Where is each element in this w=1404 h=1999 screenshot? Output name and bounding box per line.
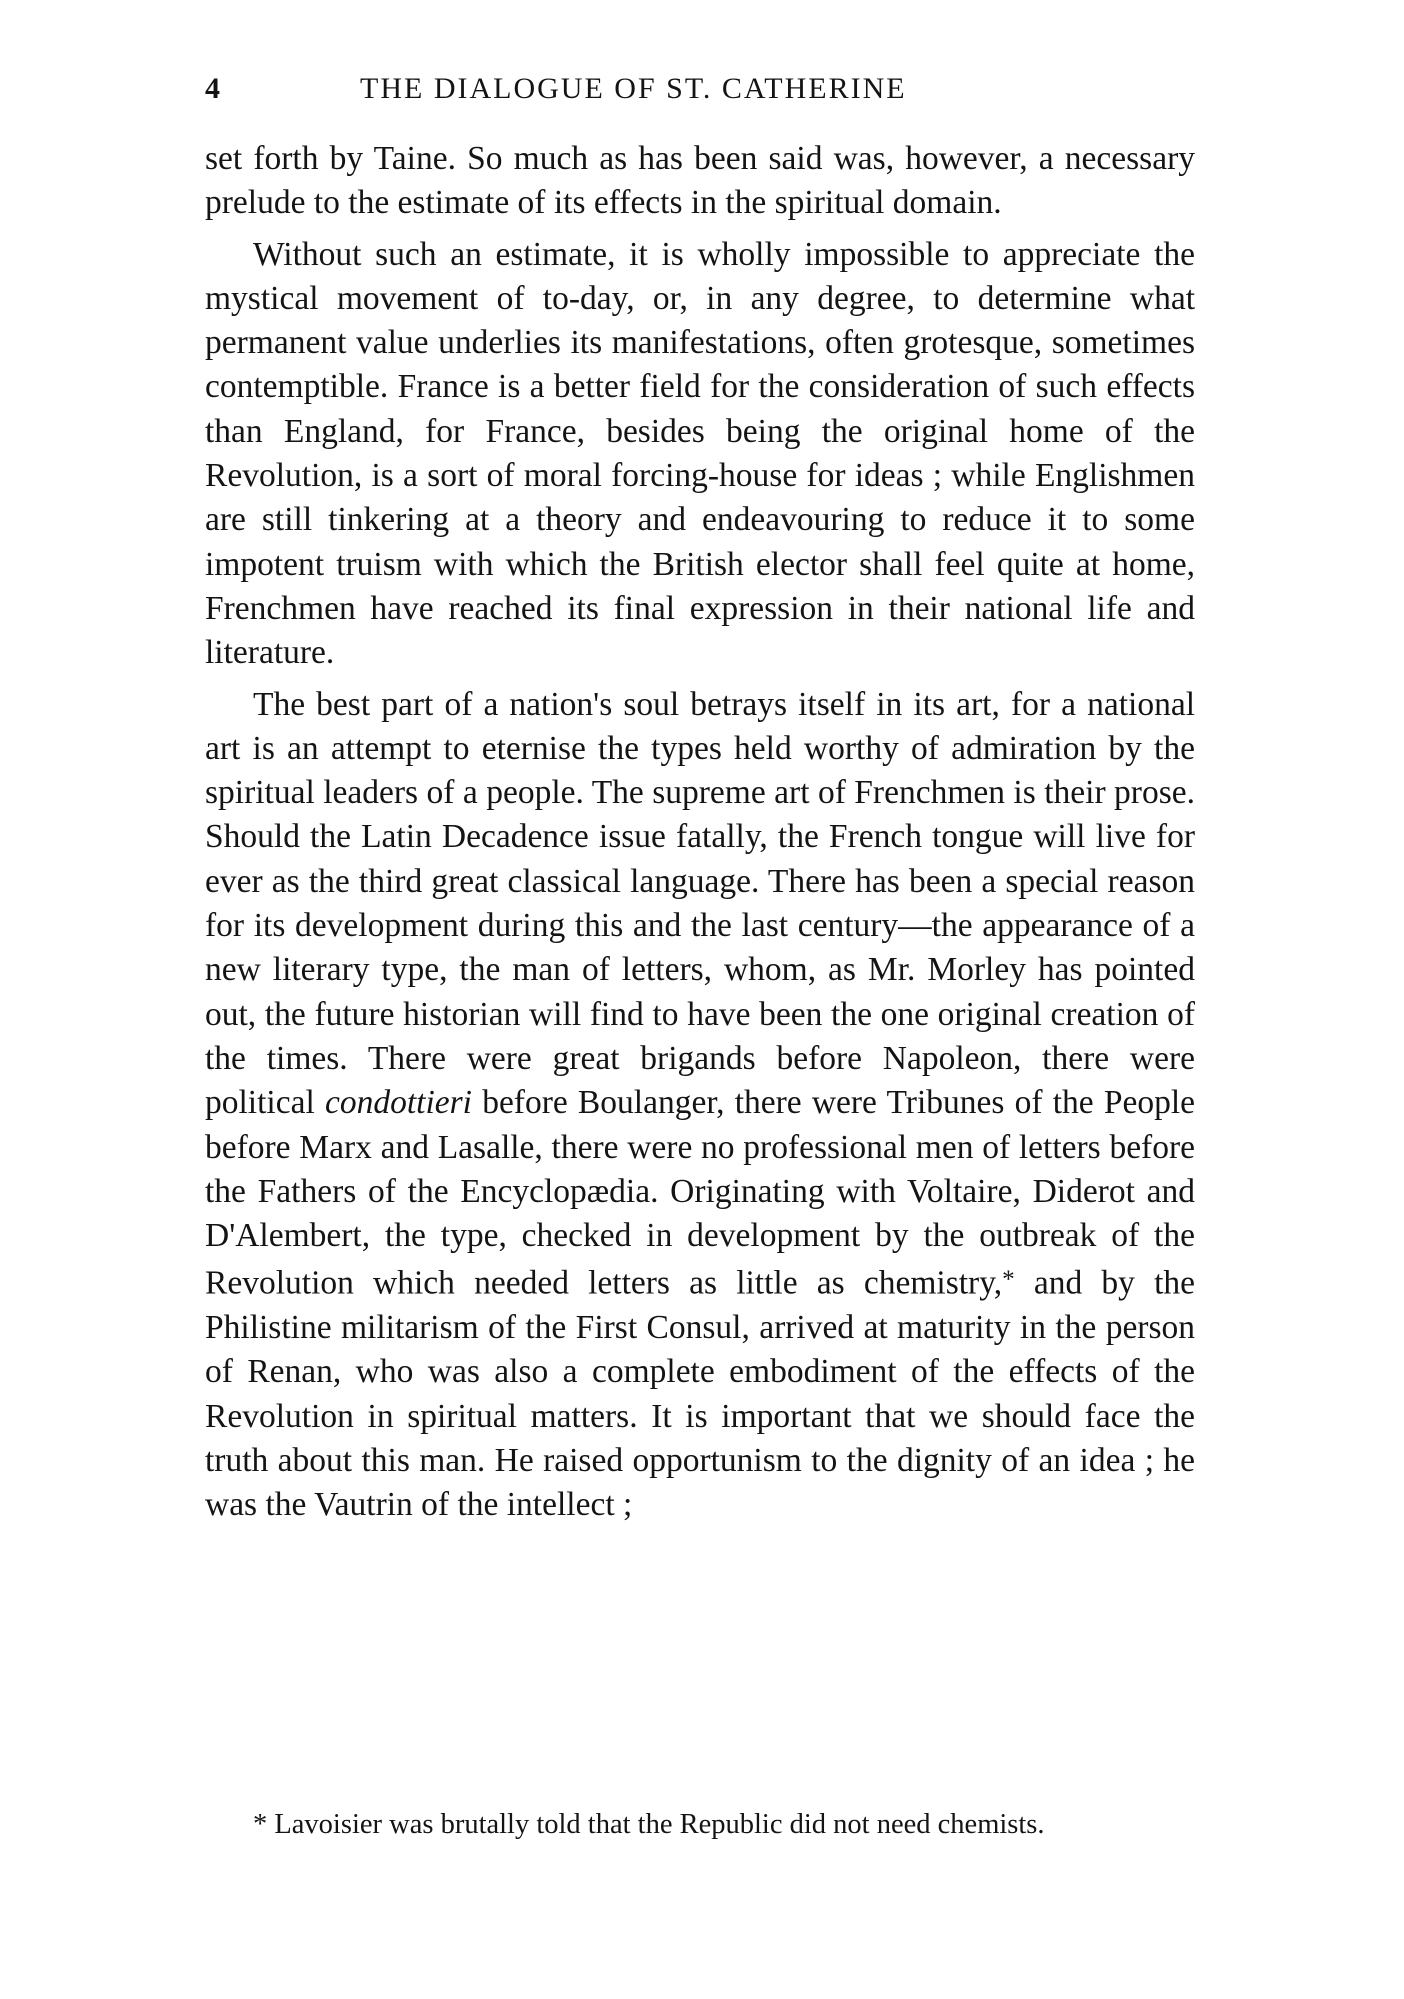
italic-term: condottieri: [324, 1084, 472, 1122]
paragraph-3-part-c: and by the Philistine militarism of the First Consul, arrived at maturity in the person of Renan, who was also a complete embodiment of the effects of the Revolution in spiritual matters. It is important that we should face the truth about this man. He raised opportunism to the dignity of an idea ; he was the Vautrin of the intellect ;: [205, 1264, 1196, 1524]
paragraph-2: Without such an estimate, it is wholly impossible to appreciate the mystical movement of to-day, or, in any degree, to determine what permanent value underlies its manifestations, often grotesque, sometimes contemptible. France is a better field for the consideration of such effects than England, for France, besides being the original home of the Revolution, is a sort of moral forcing-house for ideas ; while Englishmen are still tinkering at a theory and endeavouring to reduce it to some impotent truism with which the British elector shall feel quite at home, Frenchmen have reached its final expression in their national life and literature.: [205, 235, 1195, 672]
running-title: THE DIALOGUE OF ST. CATHERINE: [360, 72, 907, 105]
footnote-text-block: [205, 1806, 1195, 1844]
body-text: [205, 137, 1195, 1527]
running-head: [205, 72, 1195, 112]
paragraph-3: [205, 683, 1195, 1528]
footnote-reference: *: [1002, 1266, 1015, 1294]
footnote: [205, 1806, 1195, 1844]
footnote-marker: *: [253, 1809, 268, 1840]
paragraph-3-part-b: before Boulanger, there were Tribunes of the People before Marx and Lasalle, there were no professional men of letters before the Fathers of the Encyclopædia. Originating with Voltaire, Diderot and D'Alembert, the type, checked in development by the outbreak of the Revolution which needed letters as little as chemistry,: [205, 1084, 1196, 1302]
paragraph-3-part-a: The best part of a nation's soul betrays itself in its art, for a national art is an attempt to eternise the types held worthy of admiration by the spiritual leaders of a people. The supreme art of Frenchmen is their prose. Should the Latin Decadence issue fatally, the French tongue will live for ever as the third great classical language. There has been a special reason for its development during this and the last century—the appearance of a new literary type, the man of letters, whom, as Mr. Morley has pointed out, the future historian will find to have been the one original creation of the times. There were great brigands before Napoleon, there were political: [205, 685, 1195, 1122]
page-number: 4: [205, 72, 222, 105]
paragraph-1: set forth by Taine. So much as has been said was, however, a necessary prelude to the estimate of its effects in the spiritual domain.: [205, 140, 1195, 222]
footnote-text: Lavoisier was brutally told that the Republic did not need chemists.: [267, 1809, 1045, 1840]
